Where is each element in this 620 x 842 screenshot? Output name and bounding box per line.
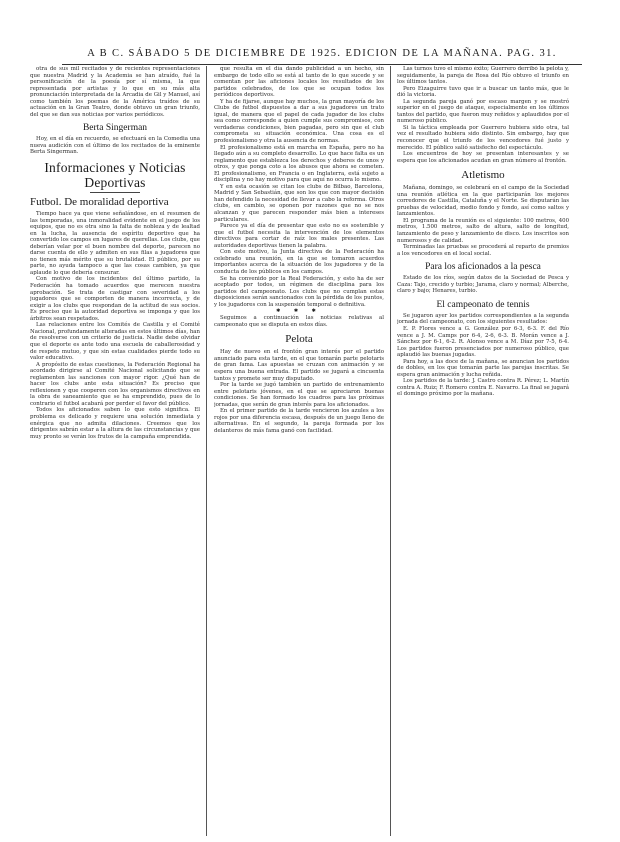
article-paragraph: otra de sus mil recitados y de recientes representaciones que nuestra Madrid y la Academia se han atraído, fué la personificación de la poesía por sí misma, la que representada por artistas y lo que en su más alta pronunciación interpretada de la Arcadia de Gil y Manuel, así como también los poemas de la América traídos de su actuación en la Gran Teatro, donde obtuvo un gran triunfo, del que se dan sus noticias por varios periódicos. — [30, 66, 200, 118]
article-headline: El campeonato de tennis — [436, 299, 530, 310]
article-paragraph: Por la tarde se jugó también un partido de entrenamiento entre pelotaris jóvenes, en el que se apreciaron buenas condiciones. Se han formado los cuadros para las próximas jornadas, que serán de gran interés para los aficionados. — [214, 382, 384, 408]
section-title: Informaciones y Noticias Deportivas — [44, 160, 186, 191]
article-headline: Atletismo — [461, 169, 505, 182]
article-paragraph: La segunda pareja ganó por escaso margen y se mostró superior en el juego de ataque, especialmente en los últimos tantos del partido, que fueron muy reñidos y aplaudidos por el numeroso público. — [397, 98, 569, 125]
column-1 — [30, 66, 200, 836]
article-paragraph: Y en esta ocasión se citan los clubs de Bilbao, Barcelona, Madrid y San Sebastián, que son los que con mayor decisión han defendido la necesidad de llevar a cabo la reforma. Otros clubs, en cambio, se oponen por razones que no se nos alcanzan y que parecen responder más bien a intereses particulares. — [214, 183, 384, 223]
article-paragraph: Si la táctica empleada por Guerrero hubiera sido otra, tal vez el resultado hubiera sido distinto. Sin embargo, hay que reconocer que el triunfo de los vencedores fué justo y merecido. El público salió satisfecho del espectáculo. — [397, 124, 569, 151]
article-headline: Pelota — [285, 333, 313, 346]
article-paragraph: Para hoy, a las doce de la mañana, se anuncian los partidos de dobles, en los que tomarán parte las parejas inscritas. Se espera gran animación y lucha reñida. — [397, 358, 569, 378]
article-paragraph: Con este motivo, la Junta directiva de la Federación ha celebrado una reunión, en la que se tomaron acuerdos importantes acerca de la situación de los jugadores y de la conducta de los públicos en los campos. — [214, 249, 384, 275]
article-paragraph: Estado de los ríos, según datos de la Sociedad de Pesca y Caza: Tajo, crecido y turbio; Jarama, claro y normal; Alberche, claro y bajo; Henares, turbio. — [397, 275, 569, 295]
article-paragraph: Seguimos a continuación las noticias relativas al campeonato que se disputa en estos días. — [214, 315, 384, 328]
article-paragraph: Pero Eizaguirre tuvo que ir a buscar un tanto más, que le dió la victoria. — [397, 85, 569, 99]
article-paragraph: A propósito de estas cuestiones, la Federación Regional ha acordado dirigirse al Comité Nacional solicitando que se reglamenten las sanciones con mayor rigor. ¿Qué han de hacer los clubs ante esta situación? Es preciso que reflexionen y que cooperen con los organismos directivos en la obra de saneamiento que se ha emprendido, pues de lo contrario el futbol acabará por perder el favor del público. — [30, 361, 200, 407]
article-paragraph: Tiempo hace ya que viene señalándose, en el resumen de las temporadas, una inmoralidad evidente en el juego de los equipos, que no es otra sino la falta de nobleza y de lealtad en la lucha, la ausencia de espíritu deportivo que ha convertido los campos en lugares de querellas. Los clubs, que deberían velar por el buen nombre del deporte, parecen no darse cuenta de ello y admiten en sus filas a jugadores que no tienen más mérito que su brutalidad. El público, por su parte, no ayuda tampoco a que las cosas cambien, ya que aplaude lo que debería censurar. — [30, 211, 200, 276]
article-paragraph: que resulta en el día dando publicidad a un hecho, sin embargo de todo ello se está al tanto de lo que sucede y se comentan por las aficiones locales los resultados de los partidos celebrados, de los que se ocupan todos los periódicos deportivos. — [214, 66, 384, 99]
article-paragraph: El profesionalismo está en marcha en España, pero no ha llegado aún a su completo desarrollo. Lo que hace falta es un reglamento que establezca los derechos y deberes de unos y otros, y que ponga coto a los abusos que ahora se cometen. El profesionalismo, en Francia o en Inglaterra, está sujeto a disciplina y no hay motivo para que aquí no ocurra lo mismo. — [214, 144, 384, 184]
article-paragraph: En el primer partido de la tarde vencieron los azules a los rojos por una diferencia escasa, después de un juego lleno de alternativas. En el segundo, la pareja formada por los delanteros de más fama ganó con facilidad. — [214, 408, 384, 434]
article-paragraph: Se ha convenido por la Real Federación, y esto ha de ser aceptado por todos, un régimen de disciplina para los partidos del campeonato. Los clubs que no cumplan estas disposiciones serán sancionados con la pérdida de los puntos, y los jugadores con la suspensión temporal o definitiva. — [214, 275, 384, 308]
article-headline: Para los aficionados a la pesca — [425, 262, 541, 273]
article-paragraph: Las turnos tuvo el mismo éxito; Guerrero derribó la pelota y, seguidamente, la pareja de Rosa del Río obtuvo el triunfo en los últimos tantos. — [397, 66, 569, 86]
article-paragraph: Mañana, domingo, se celebrará en el campo de la Sociedad una reunión atlética en la que participarán los mejores corredores de Castilla, Cataluña y el Norte. Se disputarán las pruebas de velocidad, medio fondo y fondo, así como saltos y lanzamientos. — [397, 185, 569, 218]
column-2 — [214, 66, 384, 836]
article-paragraph: Los partidos de la tarde: J. Castro contra R. Pérez; L. Martín contra A. Ruiz; F. Romero contra E. Navarro. La final se jugará el domingo próximo por la mañana. — [397, 378, 569, 398]
article-paragraph: Hay de nuevo en el frontón gran interés por el partido anunciado para esta tarde, en el que tomarán parte pelotaris de gran fama. Las apuestas se cruzan con animación y se espera una buena entrada. El partido se jugará a cincuenta tantos y promete ser muy disputado. — [214, 349, 384, 382]
column-3 — [397, 66, 569, 836]
article-paragraph: Todos los aficionados saben lo que esto significa. El problema es delicado y requiere una solución inmediata y enérgica que no admita dilaciones. Creemos que los dirigentes sabrán estar a la altura de las circunstancias y que muy pronto se verán los frutos de la campaña emprendida. — [30, 407, 200, 440]
signature: Berta Singerman — [82, 123, 148, 134]
page-header: A B C. SÁBADO 5 DE DICIEMBRE DE 1925. EDICION DE LA MAÑANA. PAG. 31. — [87, 48, 557, 59]
title-rule — [90, 192, 140, 193]
article-paragraph: Parece ya el día de presentar que esto no es sostenible y que el futbol necesita la intervención de los elementos directivos para cortar de raíz los males presentes. Las autoridades deportivas tienen la palabra. — [214, 223, 384, 249]
article-paragraph: Hoy, en el día en recuerdo, se efectuará en la Comedia una nueva audición con el último de los recitados de la eminente Berta Singerman. — [30, 136, 200, 156]
article-paragraph: E. P. Flores vence a G. González por 6-3, 6-3. F. del Río vence a J. M. Camps por 6-4, 2-6, 6-3. B. Morán vence a J. Sánchez por 6-1, 6-2. R. Alonso vence a M. Díaz por 7-5, 6-4. Los partidos fueron presenciados por numeroso público, que aplaudió las buenas jugadas. — [397, 325, 569, 359]
article-headline: Futbol. De moralidad deportiva — [30, 196, 169, 209]
header-rule — [62, 64, 582, 65]
article-paragraph: Se jugaron ayer los partidos correspondientes a la segunda jornada del campeonato, con los siguientes resultados: — [397, 312, 569, 326]
article-paragraph: Terminadas las pruebas se procederá al reparto de premios a los vencedores en el local social. — [397, 244, 569, 257]
article-paragraph: Con motivo de los incidentes del último partido, la Federación ha tomado acuerdos que merecen nuestra aprobación. Se trata de castigar con severidad a los jugadores que se comporten de manera incorrecta, y de exigir a los clubs que respondan de la actitud de sus socios. Es preciso que la autoridad deportiva se imponga y que los árbitros sean respetados. — [30, 276, 200, 322]
column-divider — [390, 66, 391, 836]
article-paragraph: Y ha de fijarse, aunque hay muchos, la gran mayoría de los Clubs de futbol dispuestos a dar a sus jugadores un trato igual, de manera que el papel de cada jugador de los clubs sea como corresponde a quien cumple sus compromisos, con verdaderas condiciones, bien pagadas, pero sin que el club comprometa su situación económica. Una cosa es el profesionalismo y otra la ausencia de normas. — [214, 98, 384, 145]
separator-ornament: ✱ ✱ ✱ — [276, 308, 322, 315]
column-divider — [206, 66, 207, 836]
article-paragraph: Las relaciones entre los Comités de Castilla y el Comité Nacional, profundamente alteradas en estos últimos días, han de resolverse con un criterio de justicia. Nadie debe olvidar que el deporte es ante todo una escuela de caballerosidad y de respeto mutuo, y que sin estas cualidades pierde todo su valor educativo. — [30, 322, 200, 362]
article-paragraph: El programa de la reunión es el siguiente: 100 metros, 400 metros, 1.500 metros, salto de altura, salto de longitud, lanzamiento de peso y lanzamiento de disco. Los inscritos son numerosos y de calidad. — [397, 217, 569, 244]
article-paragraph: Los encuentros de hoy se presentan interesantes y se espera que los aficionados acudan en gran número al frontón. — [397, 151, 569, 164]
